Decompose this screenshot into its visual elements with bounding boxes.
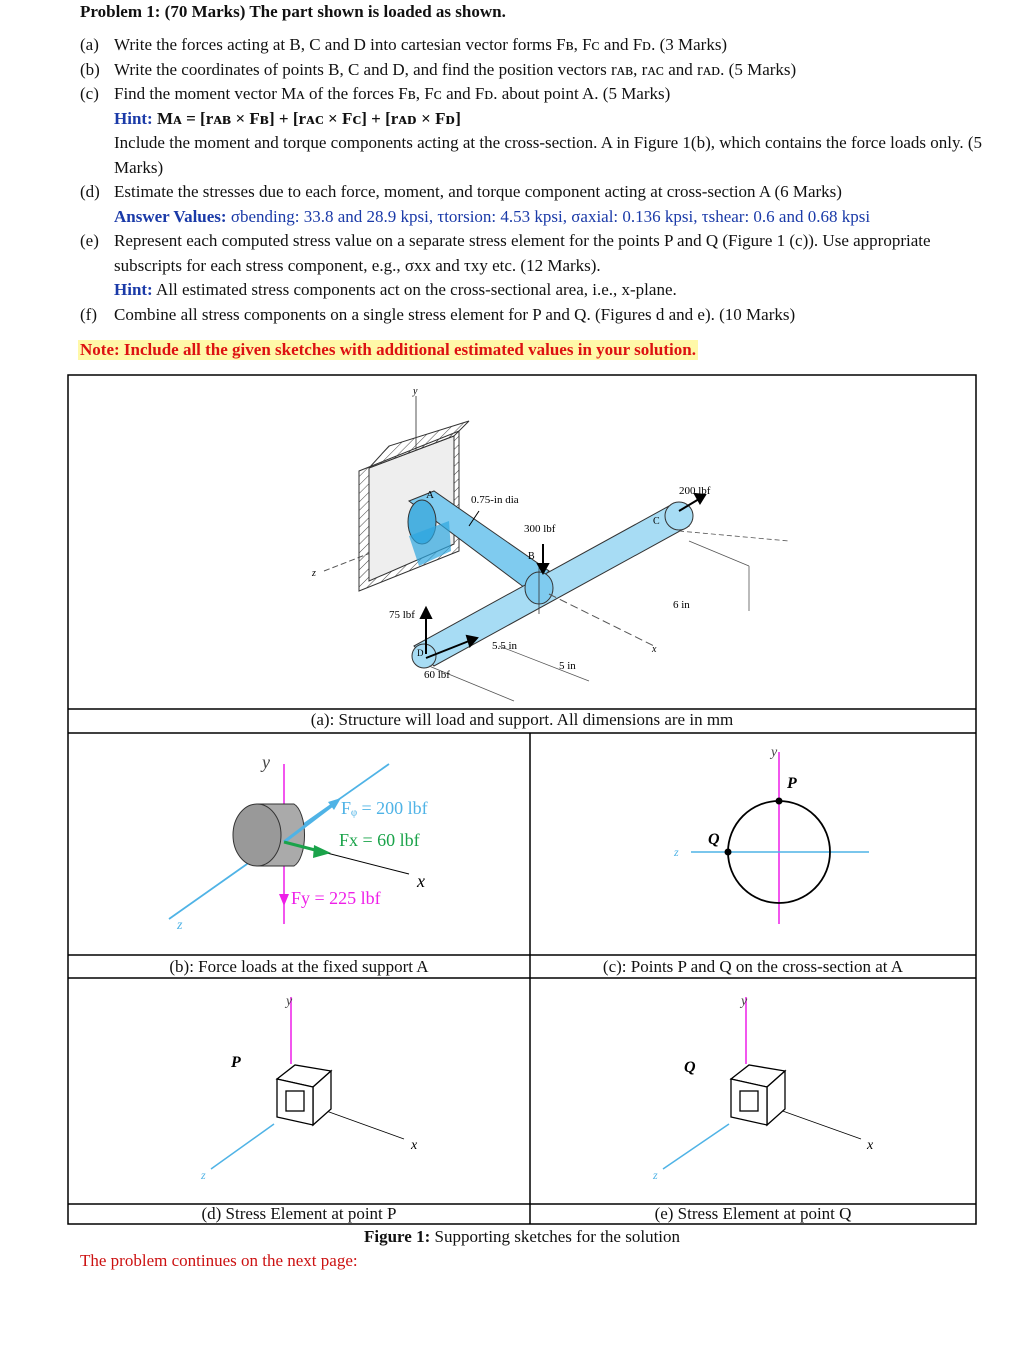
item-a: (a) Write the forces acting at B, C and D into cartesian vector forms Fʙ, Fᴄ and Fᴅ. (3 Marks) — [80, 35, 728, 54]
d-point-label: P — [231, 1054, 241, 1071]
dim-6 — [689, 541, 749, 566]
problem-title: Problem 1: (70 Marks) The part shown is loaded as shown. — [80, 2, 506, 21]
label-fx: Fx = 60 lbf — [339, 830, 420, 850]
item-c: (c) Find the moment vector Mᴀ of the forces Fʙ, Fᴄ and Fᴅ. about point A. (5 Marks) — [80, 84, 671, 103]
note: Note: Include all the given sketches with additional estimated values in your solution. — [80, 340, 696, 359]
label-6in: 6 in — [673, 599, 690, 611]
item-e: (e) Represent each computed stress value on a separate stress element for the points P and Q (Figure 1 (c)). Use appropriate subscripts for each stress component, e.g., σxx and τxy etc. (12 Marks). — [80, 231, 931, 275]
caption-a: (a): Structure will load and support. All dimensions are in mm — [310, 710, 734, 729]
label-60: 60 lbf — [424, 669, 450, 681]
b-y-label: y — [262, 752, 270, 772]
figure-b — [69, 734, 529, 954]
point-q — [725, 849, 732, 856]
item-d-answer: Answer Values: σbending: 33.8 and 28.9 kpsi, τtorsion: 4.53 kpsi, σaxial: 0.136 kpsi, τshear: 0.6 and 0.68 kpsi — [114, 206, 871, 226]
c-z-label: z — [674, 845, 679, 859]
caption-c: (c): Points P and Q on the cross-section at A — [602, 957, 904, 976]
label-d: D — [417, 648, 424, 658]
label-dia: 0.75-in dia — [471, 494, 519, 506]
e-y-label: y — [741, 994, 748, 1009]
e-z-label: z — [653, 1168, 658, 1182]
item-e-hint: Hint: All estimated stress components act on the cross-sectional area, i.e., x-plane. — [114, 280, 677, 299]
fy-head — [279, 894, 289, 906]
figure-caption: Figure 1: Supporting sketches for the solution — [363, 1227, 681, 1246]
label-200: 200 lbf — [679, 485, 711, 497]
caption-b: (b): Force loads at the fixed support A — [169, 957, 429, 976]
label-75: 75 lbf — [389, 609, 415, 621]
fx-head — [313, 845, 331, 858]
label-q: Q — [708, 831, 720, 848]
label-fz: Fᵩ = 200 lbf — [341, 798, 428, 818]
label-c: C — [653, 516, 660, 527]
c-y-label: y — [771, 745, 778, 760]
label-fy: Fy = 225 lbf — [291, 888, 381, 908]
figure-d — [69, 979, 529, 1203]
item-c-extra: Include the moment and torque components acting at the cross-section. A in Figure 1(b), which contains the force loads only. (5 Marks) — [114, 133, 983, 177]
item-d: (d) Estimate the stresses due to each force, moment, and torque component acting at cross-section A (6 Marks) — [80, 182, 842, 201]
e-z-axis — [663, 1124, 729, 1169]
d-y-label: y — [286, 994, 293, 1009]
e-point-label: Q — [684, 1059, 696, 1076]
label-b: B — [528, 551, 535, 562]
item-b: (b) Write the coordinates of points B, C and D, and find the position vectors rᴀʙ, rᴀᴄ and rᴀᴅ. (5 Marks) — [80, 59, 797, 79]
label-p: P — [787, 775, 797, 792]
label-5-5in: 5.5 in — [492, 640, 518, 652]
item-f: (f) Combine all stress components on a single stress element for P and Q. (Figures d and e). (10 Marks) — [80, 304, 796, 324]
label-300: 300 lbf — [524, 523, 556, 535]
label-5in: 5 in — [559, 660, 576, 672]
label-a: A — [426, 489, 434, 501]
x-axis — [549, 594, 654, 646]
d-z-axis — [211, 1124, 274, 1169]
axis-x-label: x — [652, 644, 657, 655]
axis-z-label: z — [312, 568, 316, 579]
b-x-label: x — [417, 871, 425, 891]
footer-note: The problem continues on the next page: — [80, 1251, 358, 1270]
item-c-hint: Hint: Mᴀ = [rᴀʙ × Fʙ] + [rᴀᴄ × Fᴄ] + [rᴀᴅ × Fᴅ] — [114, 108, 461, 128]
axis-y-label: y — [413, 386, 418, 397]
b-z-label: z — [177, 918, 183, 933]
figure-c — [531, 734, 975, 954]
figure-a — [69, 376, 975, 708]
d-stress-cube — [277, 1065, 331, 1125]
shaft-ab — [408, 491, 549, 591]
caption-d: (d) Stress Element at point P — [201, 1204, 397, 1223]
caption-e: (e) Stress Element at point Q — [654, 1204, 852, 1223]
d-x-label: x — [411, 1138, 418, 1153]
e-x-label: x — [867, 1138, 874, 1153]
figure-e — [531, 979, 975, 1203]
point-p — [776, 798, 783, 805]
force-75-head — [421, 608, 431, 618]
d-z-label: z — [201, 1168, 206, 1182]
e-stress-cube — [731, 1065, 785, 1125]
